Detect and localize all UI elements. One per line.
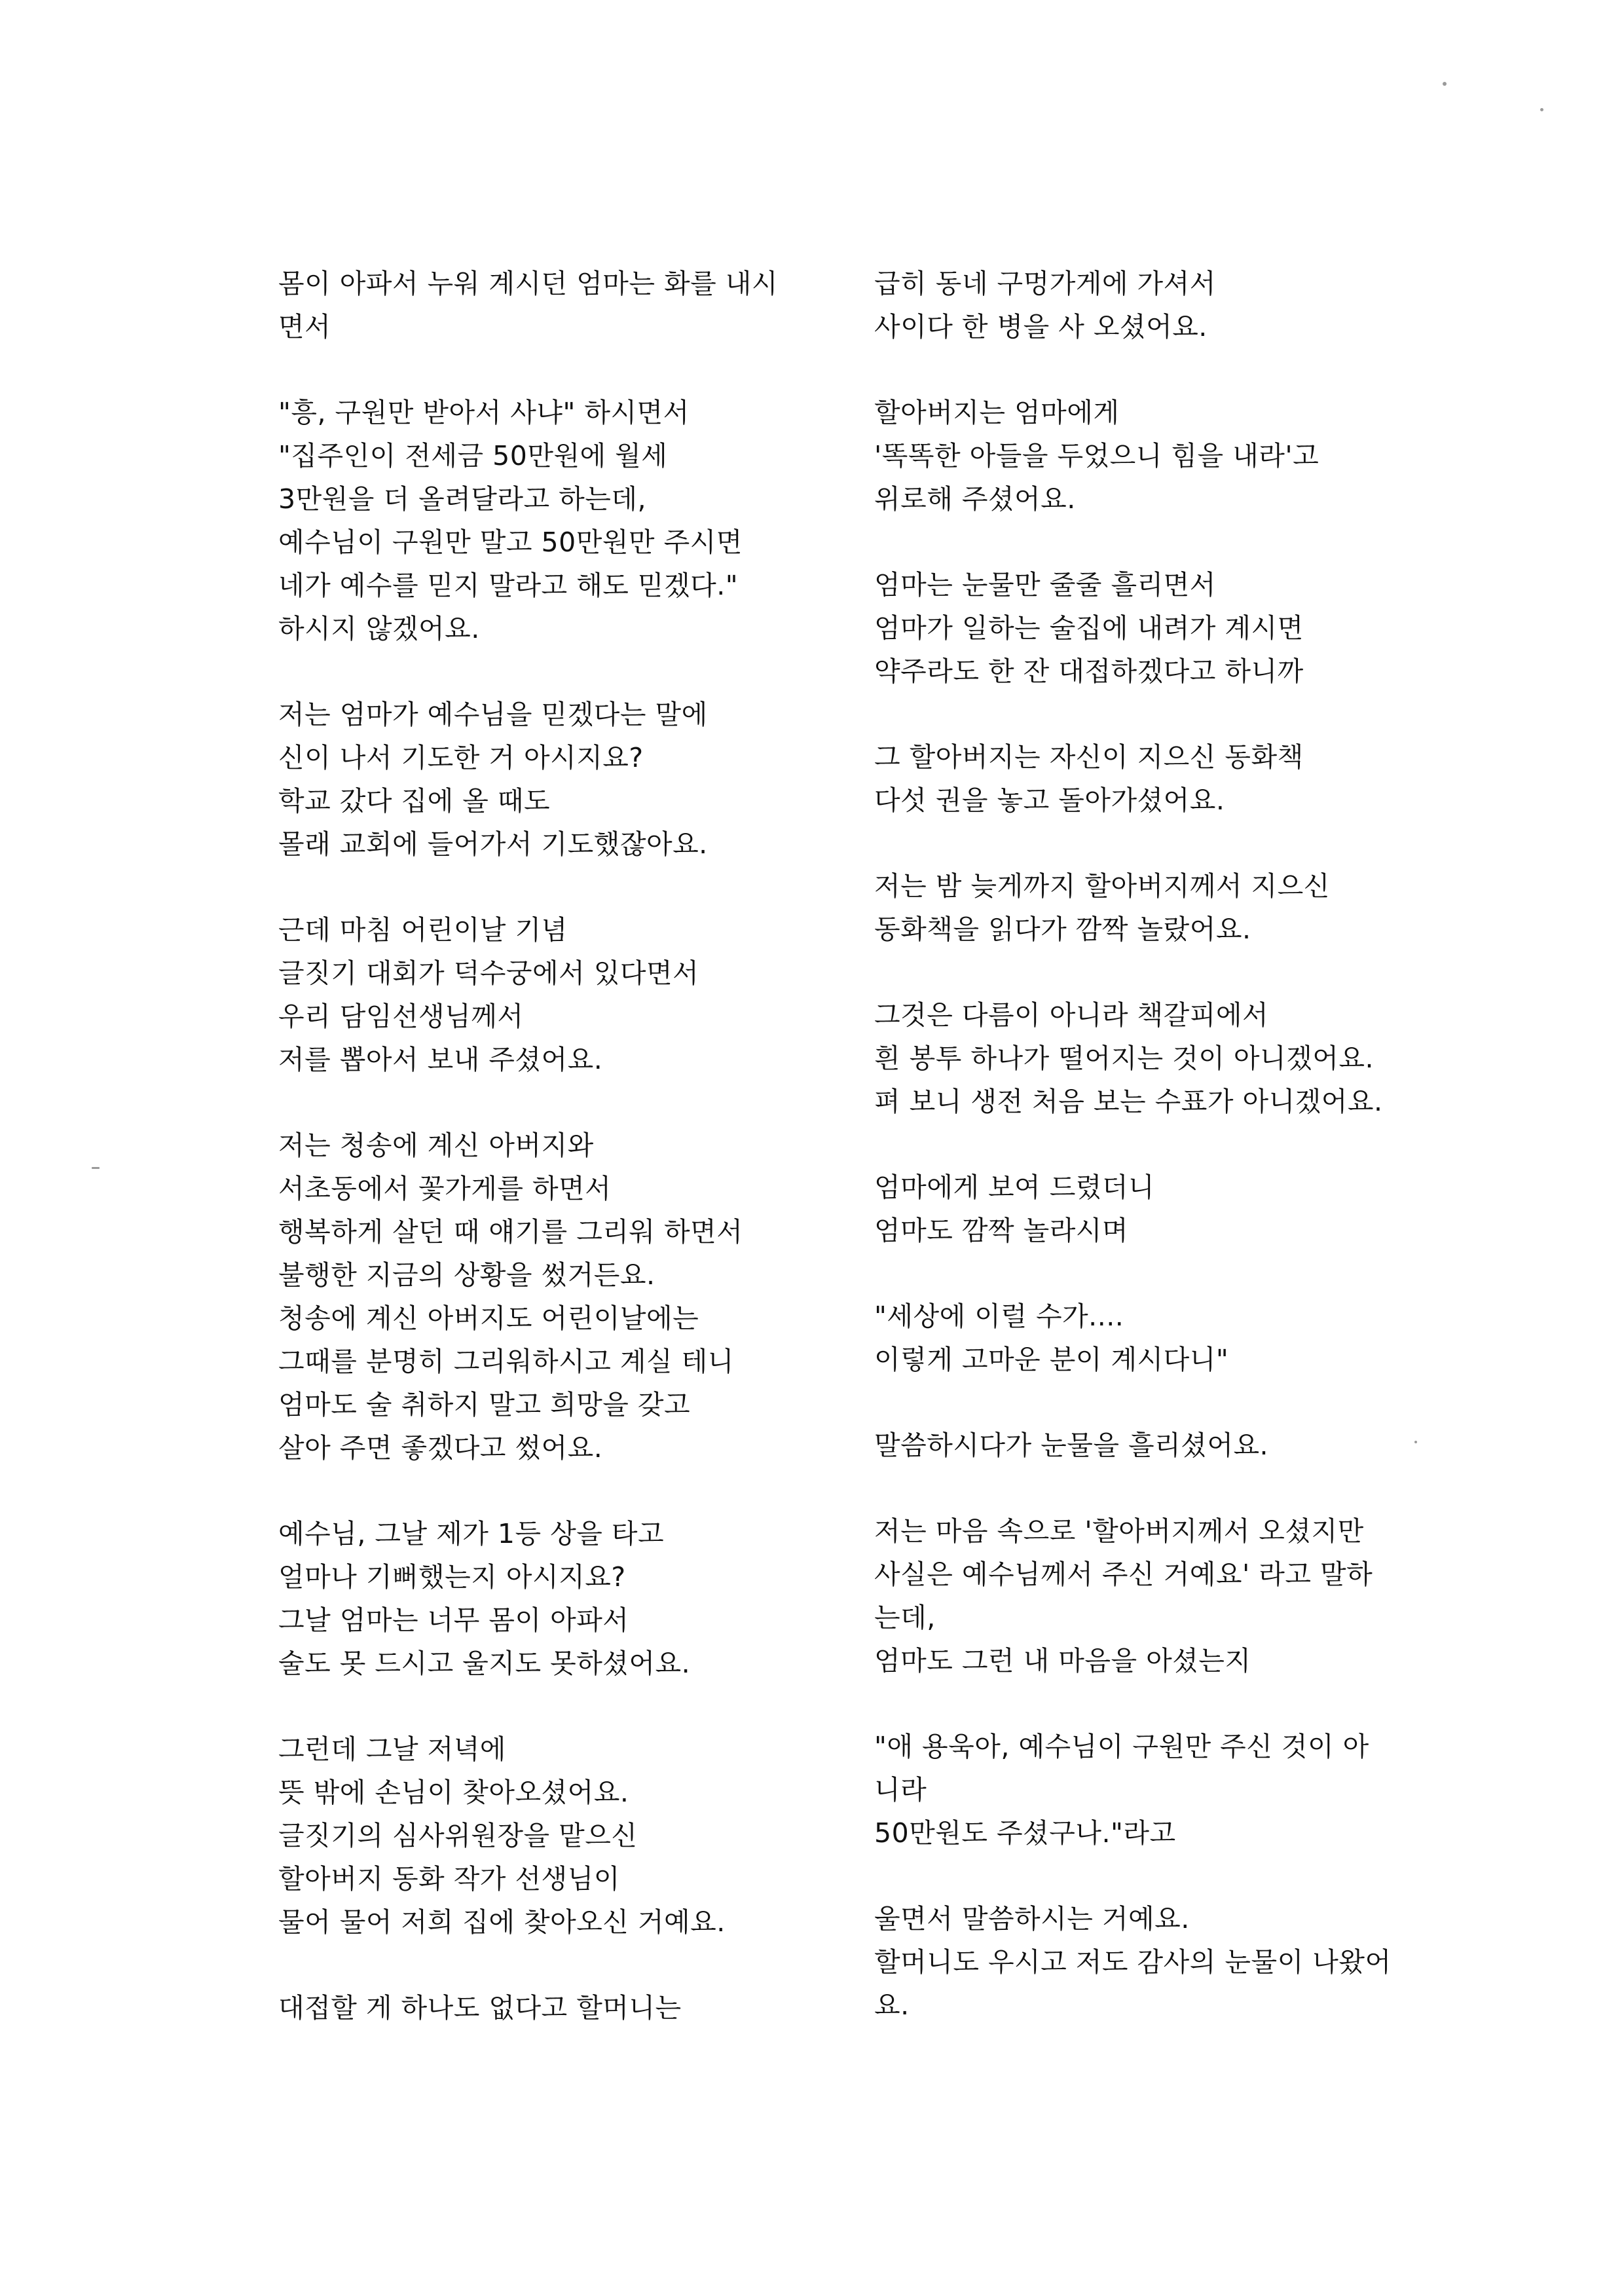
text-line: "흥, 구원만 받아서 사냐" 하시면서 bbox=[278, 397, 690, 428]
paragraph bbox=[874, 563, 1450, 693]
text-line: 글짓기 대회가 덕수궁에서 있다면서 bbox=[278, 957, 699, 989]
paragraph bbox=[874, 391, 1450, 521]
paragraph bbox=[278, 391, 855, 650]
text-line: 울면서 말씀하시는 거예요. bbox=[874, 1903, 1190, 1935]
paragraph bbox=[874, 1166, 1450, 1252]
text-line: 뜻 밖에 손님이 찾아오셨어요. bbox=[278, 1777, 629, 1808]
text-line: 할아버지는 엄마에게 bbox=[874, 397, 1120, 428]
text-line: 50만원도 주셨구나."라고 bbox=[874, 1817, 1176, 1849]
left-text-column bbox=[278, 262, 855, 2072]
paragraph bbox=[874, 1897, 1450, 2027]
text-line: 예수님, 그날 제가 1등 상을 타고 bbox=[278, 1518, 665, 1549]
text-line: 청송에 계신 아버지도 어린이날에는 bbox=[278, 1303, 699, 1334]
paragraph bbox=[278, 1124, 855, 1470]
scan-speck bbox=[92, 1167, 100, 1169]
text-line: 사실은 예수님께서 주신 거예요' 라고 말하 bbox=[874, 1559, 1373, 1590]
text-line: 펴 보니 생전 처음 보는 수표가 아니겠어요. bbox=[874, 1086, 1383, 1117]
text-line: 대접할 게 하나도 없다고 할머니는 bbox=[278, 1992, 682, 2024]
paragraph bbox=[874, 993, 1450, 1123]
text-line: 그때를 분명히 그리워하시고 계실 테니 bbox=[278, 1346, 734, 1377]
text-line: 엄마는 눈물만 줄줄 흘리면서 bbox=[874, 569, 1216, 601]
paragraph bbox=[278, 1986, 855, 2029]
paragraph bbox=[278, 1728, 855, 1944]
paragraph bbox=[278, 262, 855, 348]
text-line: 몸이 아파서 누워 계시던 엄마는 화를 내시 bbox=[278, 268, 778, 299]
text-line: 저는 밤 늦게까지 할아버지께서 지으신 bbox=[874, 870, 1330, 902]
text-line: 서초동에서 꽃가게를 하면서 bbox=[278, 1173, 612, 1204]
text-line: 약주라도 한 잔 대접하겠다고 하니까 bbox=[874, 656, 1304, 687]
text-line: 저는 청송에 계신 아버지와 bbox=[278, 1130, 594, 1161]
scan-speck bbox=[1540, 108, 1543, 111]
text-line: 물어 물어 저희 집에 찾아오신 거예요. bbox=[278, 1906, 726, 1938]
text-line: 저를 뽑아서 보내 주셨어요. bbox=[278, 1044, 603, 1075]
text-line: 요. bbox=[874, 1990, 910, 2021]
text-line: 예수님이 구원만 말고 50만원만 주시면 bbox=[278, 527, 743, 558]
paragraph bbox=[874, 1725, 1450, 1855]
text-line: 글짓기의 심사위원장을 맡으신 bbox=[278, 1820, 638, 1851]
text-line: 저는 엄마가 예수님을 믿겠다는 말에 bbox=[278, 699, 708, 730]
paragraph bbox=[278, 1512, 855, 1685]
text-line: "애 용욱아, 예수님이 구원만 주신 것이 아 bbox=[874, 1731, 1369, 1762]
scan-speck bbox=[1414, 1441, 1417, 1443]
text-line: 그런데 그날 저녁에 bbox=[278, 1733, 506, 1765]
paragraph bbox=[874, 1509, 1450, 1682]
text-line: "집주인이 전세금 50만원에 월세 bbox=[278, 440, 668, 472]
text-line: 엄마도 술 취하지 말고 희망을 갖고 bbox=[278, 1389, 691, 1420]
text-line: 동화책을 읽다가 깜짝 놀랐어요. bbox=[874, 914, 1251, 945]
text-line: "세상에 이럴 수가.... bbox=[874, 1301, 1124, 1332]
text-line: 그날 엄마는 너무 몸이 아파서 bbox=[278, 1604, 629, 1636]
text-line: 몰래 교회에 들어가서 기도했잖아요. bbox=[278, 828, 708, 860]
text-line: 신이 나서 기도한 거 아시지요? bbox=[278, 742, 644, 773]
text-line: 사이다 한 병을 사 오셨어요. bbox=[874, 311, 1208, 343]
paragraph bbox=[278, 908, 855, 1081]
paragraph bbox=[874, 735, 1450, 822]
text-line: 니라 bbox=[874, 1774, 927, 1805]
text-line: 말씀하시다가 눈물을 흘리셨어요. bbox=[874, 1430, 1269, 1461]
text-line: 그 할아버지는 자신이 지으신 동화책 bbox=[874, 741, 1304, 773]
text-line: 그것은 다름이 아니라 책갈피에서 bbox=[874, 999, 1269, 1031]
text-line: '똑똑한 아들을 두었으니 힘을 내라'고 bbox=[874, 440, 1320, 472]
text-line: 학교 갔다 집에 올 때도 bbox=[278, 785, 551, 817]
paragraph bbox=[874, 864, 1450, 951]
text-line: 면서 bbox=[278, 311, 331, 343]
text-line: 얼마나 기뻐했는지 아시지요? bbox=[278, 1561, 626, 1593]
text-line: 근데 마침 어린이날 기념 bbox=[278, 914, 568, 946]
text-line: 흰 봉투 하나가 떨어지는 것이 아니겠어요. bbox=[874, 1043, 1374, 1074]
text-line: 살아 주면 좋겠다고 썼어요. bbox=[278, 1432, 603, 1464]
text-line: 엄마도 깜짝 놀라시며 bbox=[874, 1215, 1129, 1246]
text-line: 할아버지 동화 작가 선생님이 bbox=[278, 1863, 620, 1895]
text-line: 행복하게 살던 때 얘기를 그리워 하면서 bbox=[278, 1216, 743, 1248]
text-line: 불행한 지금의 상황을 썼거든요. bbox=[278, 1259, 655, 1291]
text-line: 저는 마음 속으로 '할아버지께서 오셨지만 bbox=[874, 1515, 1364, 1547]
text-line: 다섯 권을 놓고 돌아가셨어요. bbox=[874, 785, 1225, 816]
right-text-column bbox=[874, 262, 1450, 2069]
text-line: 우리 담임선생님께서 bbox=[278, 1001, 524, 1032]
text-line: 하시지 않겠어요. bbox=[278, 613, 480, 644]
text-line: 이렇게 고마운 분이 계시다니" bbox=[874, 1344, 1229, 1375]
text-line: 할머니도 우시고 저도 감사의 눈물이 나왔어 bbox=[874, 1946, 1392, 1978]
text-line: 엄마가 일하는 술집에 내려가 계시면 bbox=[874, 612, 1304, 644]
paragraph bbox=[278, 693, 855, 866]
text-line: 는데, bbox=[874, 1602, 936, 1633]
text-line: 술도 못 드시고 울지도 못하셨어요. bbox=[278, 1648, 691, 1679]
text-line: 엄마에게 보여 드렸더니 bbox=[874, 1172, 1155, 1203]
text-line: 3만원을 더 올려달라고 하는데, bbox=[278, 483, 646, 515]
text-line: 엄마도 그런 내 마음을 아셨는지 bbox=[874, 1645, 1251, 1676]
paragraph bbox=[874, 1295, 1450, 1381]
paragraph bbox=[874, 1424, 1450, 1467]
text-line: 네가 예수를 믿지 말라고 해도 믿겠다." bbox=[278, 570, 739, 601]
text-line: 급히 동네 구멍가게에 가셔서 bbox=[874, 268, 1216, 299]
scan-speck bbox=[1443, 82, 1447, 86]
paragraph bbox=[874, 262, 1450, 348]
text-line: 위로해 주셨어요. bbox=[874, 483, 1076, 515]
